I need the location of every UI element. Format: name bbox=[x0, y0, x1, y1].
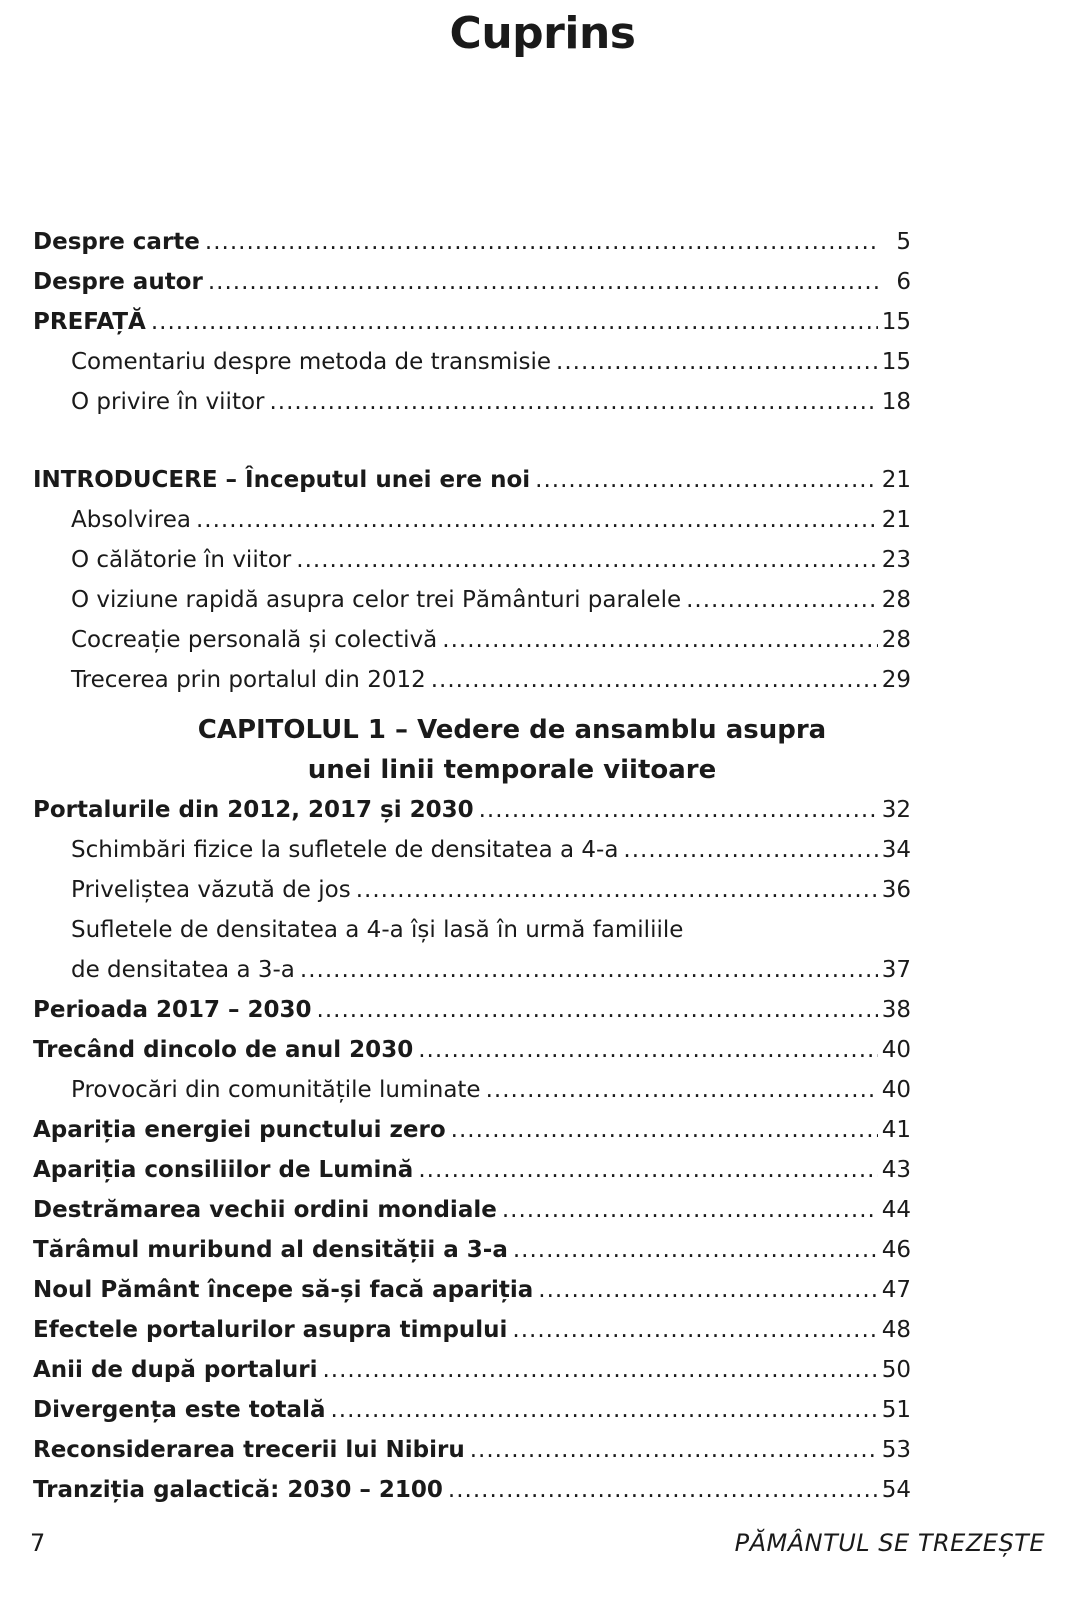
toc-entry-page-number: 38 bbox=[881, 997, 911, 1023]
toc-entry-label: Apariția consiliilor de Lumină bbox=[33, 1157, 414, 1183]
dot-leader bbox=[296, 540, 878, 580]
toc-entry-page-number: 28 bbox=[881, 587, 911, 613]
toc-entry-page-number: 15 bbox=[881, 349, 911, 375]
toc-section-chapter-1 bbox=[33, 790, 911, 1510]
toc-entry-page-number: 34 bbox=[881, 837, 911, 863]
toc-entry-page-number: 37 bbox=[881, 957, 911, 983]
toc-entry[interactable] bbox=[33, 1390, 911, 1430]
dot-leader bbox=[270, 382, 879, 422]
toc-entry[interactable] bbox=[33, 1310, 911, 1350]
toc-entry[interactable] bbox=[33, 262, 911, 302]
toc-entry[interactable] bbox=[33, 1230, 911, 1270]
dot-leader bbox=[470, 1430, 878, 1470]
toc-entry-label: Tranziția galactică: 2030 – 2100 bbox=[33, 1477, 443, 1503]
toc-section-introduction bbox=[33, 460, 911, 700]
dot-leader bbox=[479, 790, 878, 830]
dot-leader bbox=[451, 1110, 878, 1150]
toc-entry-label: Destrămarea vechii ordini mondiale bbox=[33, 1197, 497, 1223]
toc-entry[interactable] bbox=[33, 1350, 911, 1390]
toc-entry-page-number: 40 bbox=[881, 1077, 911, 1103]
dot-leader bbox=[513, 1230, 878, 1270]
toc-entry-page-number: 6 bbox=[896, 269, 911, 295]
toc-entry[interactable] bbox=[33, 302, 911, 342]
toc-entry-label: Schimbări fizice la sufletele de densitatea a 4-a bbox=[71, 837, 619, 863]
toc-entry-label: Apariția energiei punctului zero bbox=[33, 1117, 446, 1143]
toc-entry-label: Trecând dincolo de anul 2030 bbox=[33, 1037, 414, 1063]
toc-entry[interactable] bbox=[33, 1270, 911, 1310]
toc-entry[interactable] bbox=[33, 660, 911, 700]
toc-entry-label: Cocreație personală și colectivă bbox=[71, 627, 438, 653]
dot-leader bbox=[556, 342, 878, 382]
dot-leader bbox=[151, 302, 878, 342]
toc-entry[interactable] bbox=[33, 382, 911, 422]
footer-page-number: 7 bbox=[30, 1529, 46, 1557]
toc-entry[interactable] bbox=[33, 460, 911, 500]
toc-entry-label: Efectele portalurilor asupra timpului bbox=[33, 1317, 508, 1343]
section-gap bbox=[33, 422, 911, 460]
dot-leader bbox=[431, 660, 878, 700]
toc-entry-label: O călătorie în viitor bbox=[71, 547, 292, 573]
toc-entry[interactable] bbox=[33, 1110, 911, 1150]
dot-leader bbox=[322, 1350, 878, 1390]
toc-entry[interactable] bbox=[33, 620, 911, 660]
table-of-contents bbox=[33, 222, 911, 1510]
dot-leader bbox=[486, 1070, 878, 1110]
toc-entry-label: INTRODUCERE – Începutul unei ere noi bbox=[33, 467, 531, 493]
toc-entry[interactable] bbox=[33, 1190, 911, 1230]
toc-entry-label: Portalurile din 2012, 2017 și 2030 bbox=[33, 797, 474, 823]
dot-leader bbox=[205, 222, 878, 262]
toc-entry[interactable] bbox=[33, 222, 911, 262]
toc-entry-page-number: 15 bbox=[881, 309, 911, 335]
dot-leader bbox=[317, 990, 878, 1030]
toc-entry[interactable] bbox=[33, 1070, 911, 1110]
dot-leader bbox=[686, 580, 878, 620]
chapter-heading bbox=[33, 710, 911, 790]
dot-leader bbox=[538, 1270, 878, 1310]
toc-entry-label: Provocări din comunitățile luminate bbox=[71, 1077, 481, 1103]
dot-leader bbox=[418, 1030, 878, 1070]
toc-entry-page-number: 21 bbox=[881, 467, 911, 493]
toc-entry-page-number: 46 bbox=[881, 1237, 911, 1263]
dot-leader bbox=[330, 1390, 878, 1430]
toc-entry-page-number: 48 bbox=[881, 1317, 911, 1343]
toc-entry-label: Perioada 2017 – 2030 bbox=[33, 997, 312, 1023]
toc-entry-label: O privire în viitor bbox=[71, 389, 265, 415]
toc-entry-page-number: 32 bbox=[881, 797, 911, 823]
toc-entry-page-number: 54 bbox=[881, 1477, 911, 1503]
toc-entry-label: Noul Pământ începe să-și facă apariția bbox=[33, 1277, 534, 1303]
toc-entry[interactable] bbox=[33, 580, 911, 620]
toc-entry-label: Anii de după portaluri bbox=[33, 1357, 318, 1383]
toc-entry-label: Divergența este totală bbox=[33, 1397, 326, 1423]
toc-entry-page-number: 53 bbox=[881, 1437, 911, 1463]
toc-entry-page-number: 5 bbox=[896, 229, 911, 255]
toc-entry-page-number: 51 bbox=[881, 1397, 911, 1423]
dot-leader bbox=[535, 460, 878, 500]
toc-entry-page-number: 40 bbox=[881, 1037, 911, 1063]
toc-entry-label: Sufletele de densitatea a 4-a își lasă în urmă familiile bbox=[71, 917, 684, 943]
toc-entry[interactable] bbox=[33, 950, 911, 990]
toc-entry-page-number: 23 bbox=[881, 547, 911, 573]
toc-entry-page-number: 41 bbox=[881, 1117, 911, 1143]
toc-section-front-matter bbox=[33, 222, 911, 422]
toc-entry[interactable] bbox=[33, 910, 911, 950]
toc-entry[interactable] bbox=[33, 990, 911, 1030]
dot-leader bbox=[208, 262, 878, 302]
toc-entry-label: Trecerea prin portalul din 2012 bbox=[71, 667, 426, 693]
dot-leader bbox=[502, 1190, 878, 1230]
toc-entry-page-number: 18 bbox=[881, 389, 911, 415]
toc-entry[interactable] bbox=[33, 500, 911, 540]
toc-entry[interactable] bbox=[33, 342, 911, 382]
toc-entry[interactable] bbox=[33, 1150, 911, 1190]
dot-leader bbox=[356, 870, 878, 910]
toc-entry[interactable] bbox=[33, 1030, 911, 1070]
toc-entry-label: O viziune rapidă asupra celor trei Pământuri paralele bbox=[71, 587, 682, 613]
toc-entry[interactable] bbox=[33, 790, 911, 830]
toc-entry-label: Despre autor bbox=[33, 269, 203, 295]
toc-entry-label: Despre carte bbox=[33, 229, 200, 255]
toc-entry-page-number: 50 bbox=[881, 1357, 911, 1383]
toc-entry[interactable] bbox=[33, 540, 911, 580]
toc-entry-page-number: 44 bbox=[881, 1197, 911, 1223]
dot-leader bbox=[448, 1470, 878, 1510]
dot-leader bbox=[300, 950, 878, 990]
toc-entry[interactable] bbox=[33, 1470, 911, 1510]
page-title: Cuprins bbox=[449, 8, 636, 59]
toc-entry[interactable] bbox=[33, 870, 911, 910]
footer-book-title: PĂMÂNTUL SE TREZEȘTE bbox=[734, 1529, 1045, 1557]
toc-entry-label: PREFAȚĂ bbox=[33, 309, 146, 335]
toc-entry[interactable] bbox=[33, 1430, 911, 1470]
toc-entry-page-number: 21 bbox=[881, 507, 911, 533]
toc-entry-label: Comentariu despre metoda de transmisie bbox=[71, 349, 552, 375]
dot-leader bbox=[623, 830, 878, 870]
toc-entry-page-number: 43 bbox=[881, 1157, 911, 1183]
dot-leader bbox=[196, 500, 878, 540]
dot-leader bbox=[512, 1310, 878, 1350]
chapter-heading-line-1: CAPITOLUL 1 – Vedere de ansamblu asupra bbox=[197, 715, 827, 745]
dot-leader bbox=[418, 1150, 878, 1190]
toc-entry-page-number: 28 bbox=[881, 627, 911, 653]
toc-entry-page-number: 29 bbox=[881, 667, 911, 693]
chapter-heading-line-2: unei linii temporale viitoare bbox=[307, 755, 717, 785]
toc-entry-label: Tărâmul muribund al densității a 3-a bbox=[33, 1237, 508, 1263]
dot-leader bbox=[442, 620, 878, 660]
toc-entry-label: Priveliștea văzută de jos bbox=[71, 877, 351, 903]
toc-entry-page-number: 47 bbox=[881, 1277, 911, 1303]
toc-entry[interactable] bbox=[33, 830, 911, 870]
toc-entry-label: Reconsiderarea trecerii lui Nibiru bbox=[33, 1437, 465, 1463]
toc-entry-page-number: 36 bbox=[881, 877, 911, 903]
toc-entry-label: Absolvirea bbox=[71, 507, 191, 533]
toc-entry-label: de densitatea a 3-a bbox=[71, 957, 295, 983]
